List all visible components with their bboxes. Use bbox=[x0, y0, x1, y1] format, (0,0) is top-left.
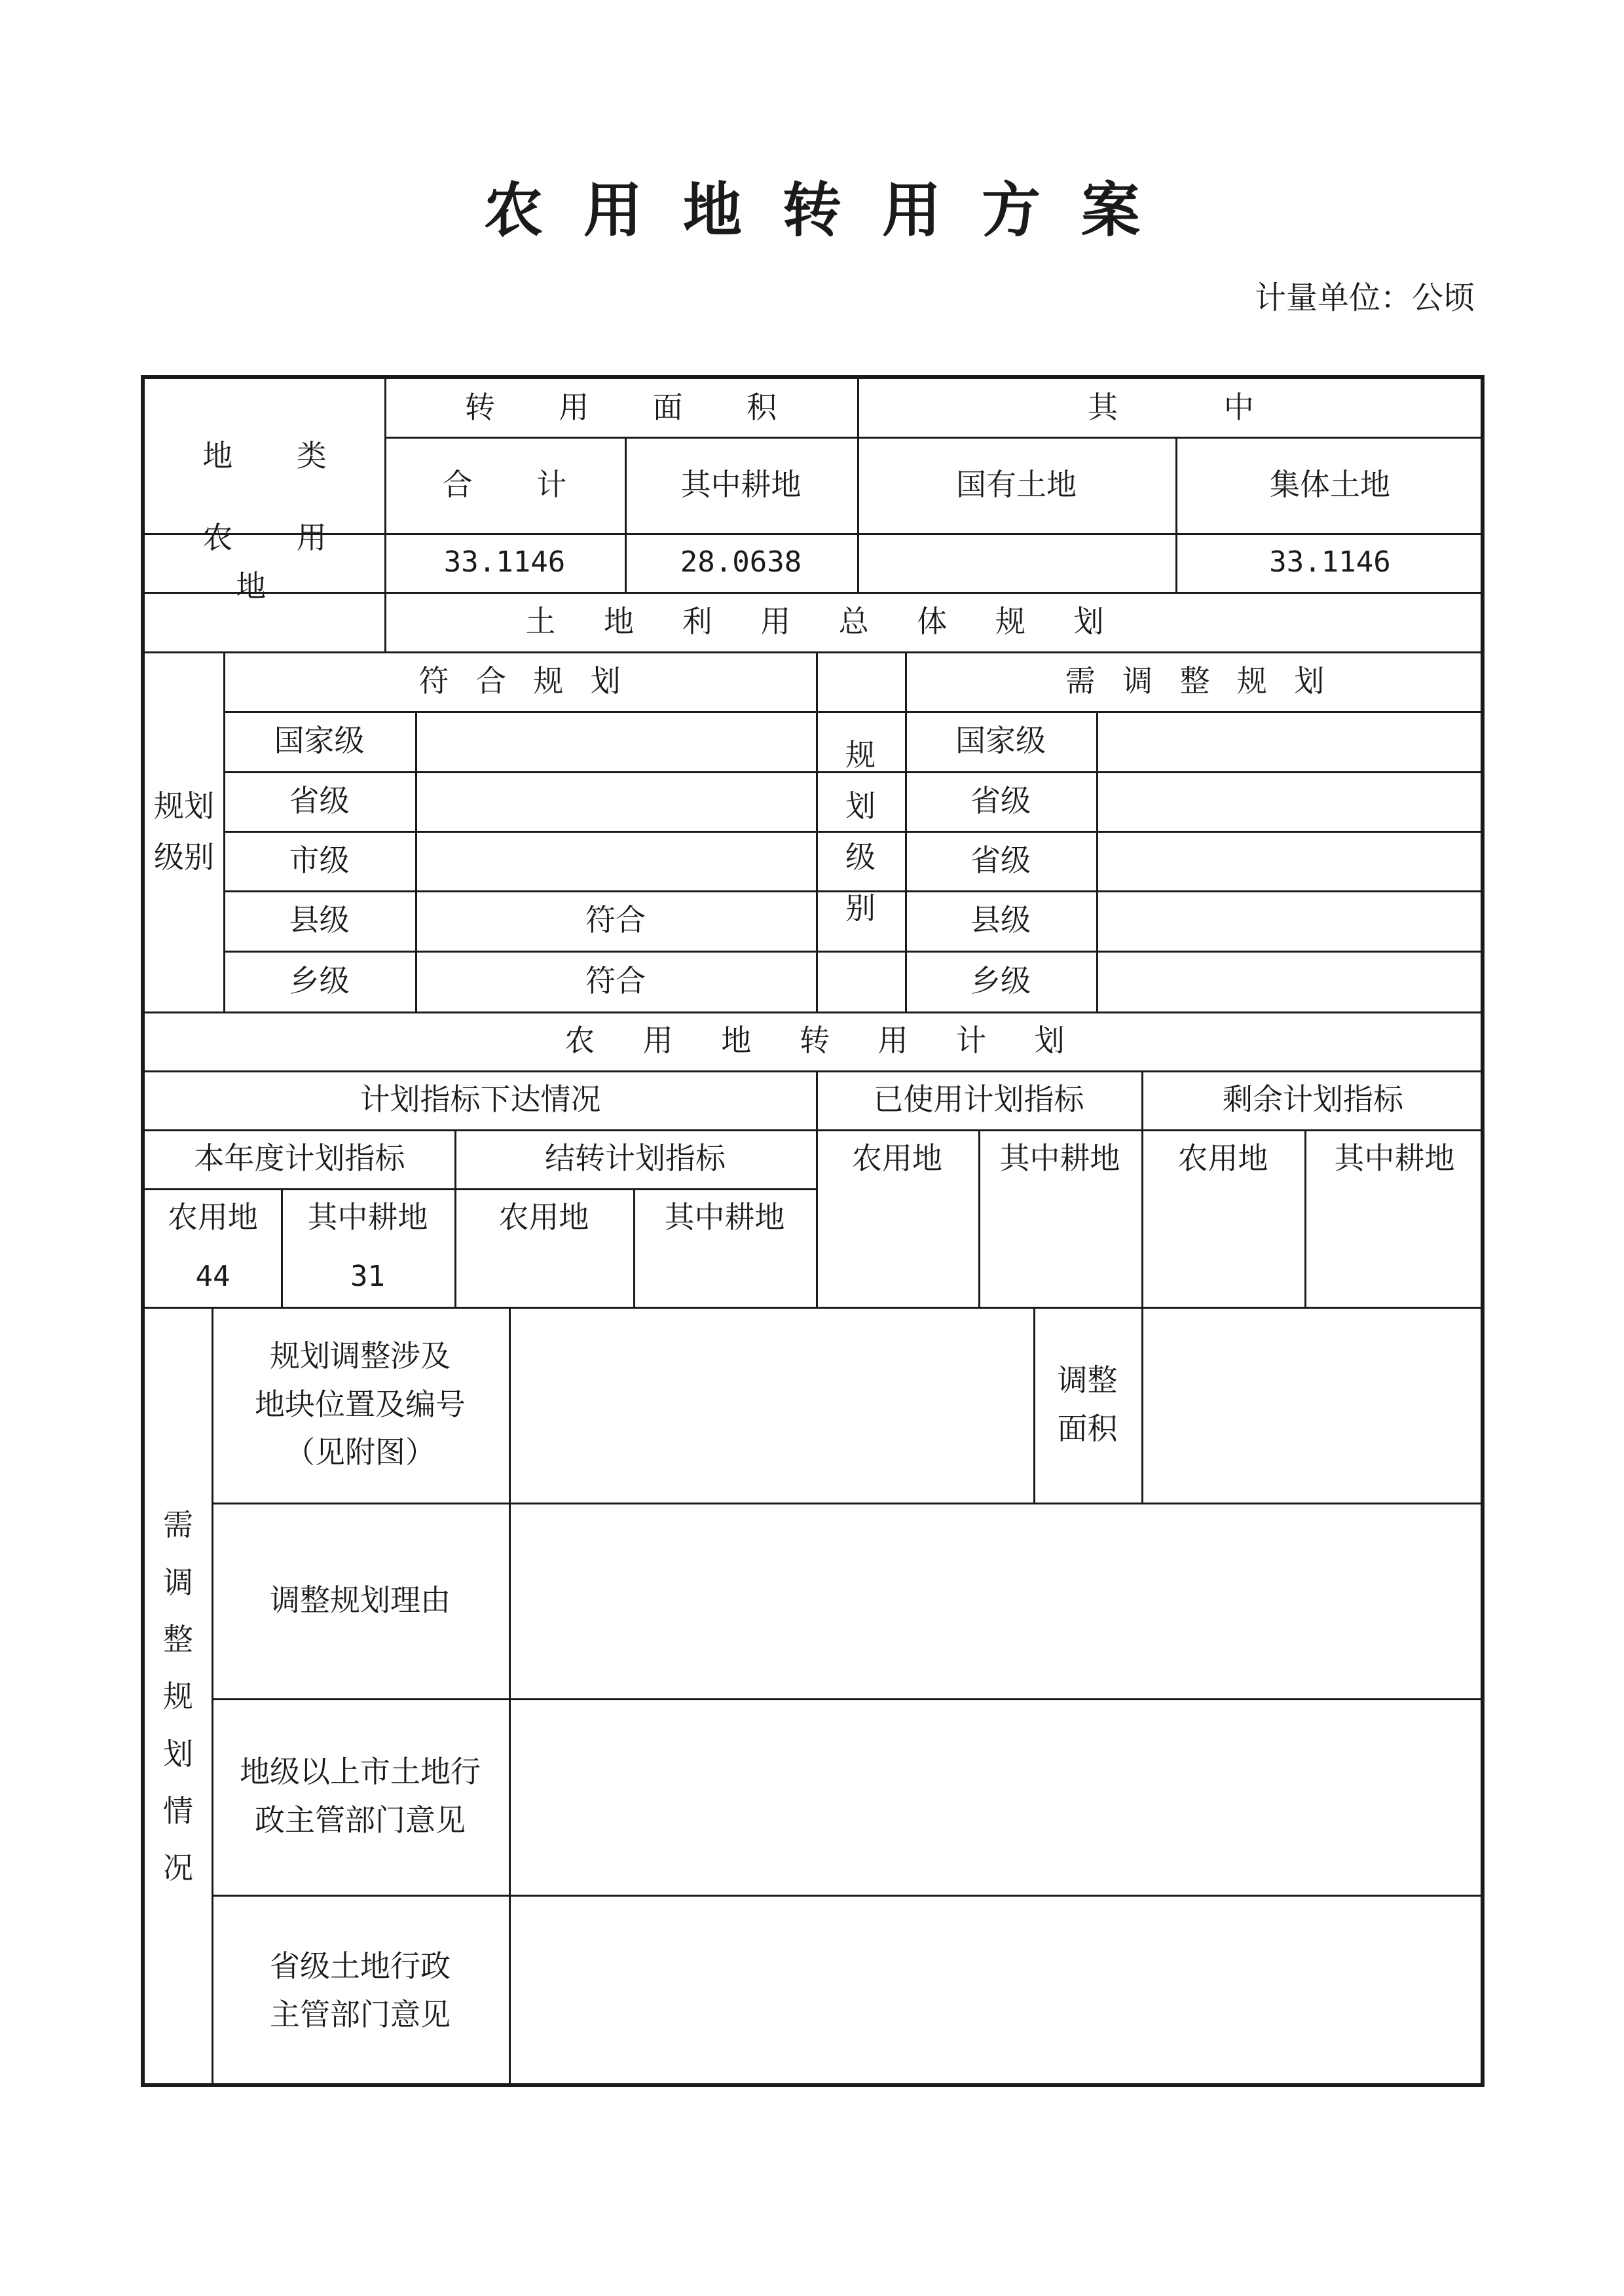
comply-plan-header: 符合规划 bbox=[418, 663, 648, 699]
total-area-value: 33.1146 bbox=[443, 545, 566, 579]
left-level-county: 县级 bbox=[289, 902, 350, 938]
used-cultivated-value bbox=[978, 1188, 1141, 1307]
agricultural-land-label: 农 用 地 bbox=[202, 520, 354, 604]
used-indicators-header: 已使用计划指标 bbox=[873, 1082, 1084, 1118]
remaining-cultivated-value bbox=[1304, 1188, 1485, 1307]
left-value-county: 符合 bbox=[585, 902, 646, 938]
total-header: 合 计 bbox=[442, 466, 594, 502]
adjustment-reason-label: 调整规划理由 bbox=[270, 1582, 451, 1618]
parcel-location-label: 规划调整涉及 地块位置及编号 （见附图） bbox=[255, 1338, 466, 1470]
left-value-national bbox=[415, 711, 816, 771]
collective-area-value: 33.1146 bbox=[1269, 545, 1391, 579]
land-type-header: 地 类 bbox=[202, 437, 354, 473]
conversion-plan-title: 农用地转用计划 bbox=[564, 1023, 1113, 1059]
used-cultivated-header: 其中耕地 bbox=[999, 1140, 1120, 1176]
right-value-provincial bbox=[1096, 771, 1485, 831]
parcel-location-value bbox=[509, 1307, 1033, 1503]
remaining-cultivated-header: 其中耕地 bbox=[1334, 1140, 1455, 1176]
right-level-provincial: 省级 bbox=[970, 782, 1031, 818]
this-year-cultivated-header: 其中耕地 bbox=[307, 1199, 428, 1235]
land-use-plan-title: 土地利用总体规划 bbox=[525, 603, 1153, 639]
adjust-plan-header: 需调整规划 bbox=[1065, 663, 1352, 699]
of-which-header: 其 中 bbox=[1088, 390, 1302, 426]
right-level-township: 乡级 bbox=[970, 962, 1031, 998]
carryover-farm-land-value bbox=[454, 1247, 633, 1307]
right-value-county bbox=[1096, 890, 1485, 951]
left-level-national: 国家级 bbox=[274, 723, 365, 759]
conversion-form-table bbox=[141, 375, 1485, 2087]
collective-header: 集体土地 bbox=[1270, 466, 1390, 502]
carryover-farm-land-header: 农用地 bbox=[498, 1199, 589, 1235]
left-value-city bbox=[415, 831, 816, 890]
right-level-provincial-2: 省级 bbox=[970, 842, 1031, 878]
state-owned-header: 国有土地 bbox=[956, 466, 1077, 502]
this-year-farm-land-header: 农用地 bbox=[168, 1199, 258, 1235]
remaining-indicators-header: 剩余计划指标 bbox=[1223, 1082, 1403, 1118]
right-value-township bbox=[1096, 951, 1485, 1011]
issued-indicators-header: 计划指标下达情况 bbox=[360, 1082, 601, 1118]
remaining-farm-land-header: 农用地 bbox=[1177, 1140, 1268, 1176]
remaining-farm-land-value bbox=[1141, 1188, 1304, 1307]
carryover-cultivated-header: 其中耕地 bbox=[664, 1199, 785, 1235]
province-opinion-value bbox=[509, 1895, 1485, 2087]
adjustment-reason-value bbox=[509, 1503, 1485, 1698]
right-value-national bbox=[1096, 711, 1485, 771]
plan-level-label-right: 规 划 级 别 bbox=[845, 737, 876, 926]
left-value-township: 符合 bbox=[585, 962, 646, 998]
document-title: 农用地转用方案 bbox=[484, 175, 1181, 245]
farmland-area-value: 28.0638 bbox=[680, 545, 802, 579]
left-value-provincial bbox=[415, 771, 816, 831]
this-year-farm-land-value: 44 bbox=[195, 1260, 231, 1294]
left-level-city: 市级 bbox=[289, 842, 350, 878]
farmland-header: 其中耕地 bbox=[680, 466, 802, 502]
city-opinion-label: 地级以上市土地行 政主管部门意见 bbox=[240, 1754, 481, 1838]
right-level-county: 县级 bbox=[970, 902, 1031, 938]
used-farm-land-header: 农用地 bbox=[852, 1140, 942, 1176]
used-farm-land-value bbox=[816, 1188, 978, 1307]
adjustment-area-value bbox=[1141, 1307, 1485, 1503]
this-year-indicators-header: 本年度计划指标 bbox=[194, 1140, 405, 1176]
plan-level-label-left: 规划 级别 bbox=[154, 788, 214, 875]
this-year-cultivated-value: 31 bbox=[350, 1260, 385, 1294]
carryover-cultivated-value bbox=[633, 1247, 816, 1307]
city-opinion-value bbox=[509, 1698, 1485, 1895]
right-value-provincial-2 bbox=[1096, 831, 1485, 890]
left-level-provincial: 省级 bbox=[289, 782, 350, 818]
carryover-indicators-header: 结转计划指标 bbox=[545, 1140, 726, 1176]
left-level-township: 乡级 bbox=[289, 962, 350, 998]
measurement-unit: 计量单位：公顷 bbox=[1254, 280, 1475, 316]
adjustment-area-label: 调整 面积 bbox=[1057, 1362, 1118, 1446]
state-owned-value bbox=[857, 533, 1175, 592]
adjustment-side-label: 需 调 整 规 划 情 况 bbox=[163, 1507, 193, 1886]
province-opinion-label: 省级土地行政 主管部门意见 bbox=[270, 1948, 451, 2032]
conversion-area-header: 转 用 面 积 bbox=[464, 390, 804, 426]
right-level-national: 国家级 bbox=[955, 723, 1046, 759]
